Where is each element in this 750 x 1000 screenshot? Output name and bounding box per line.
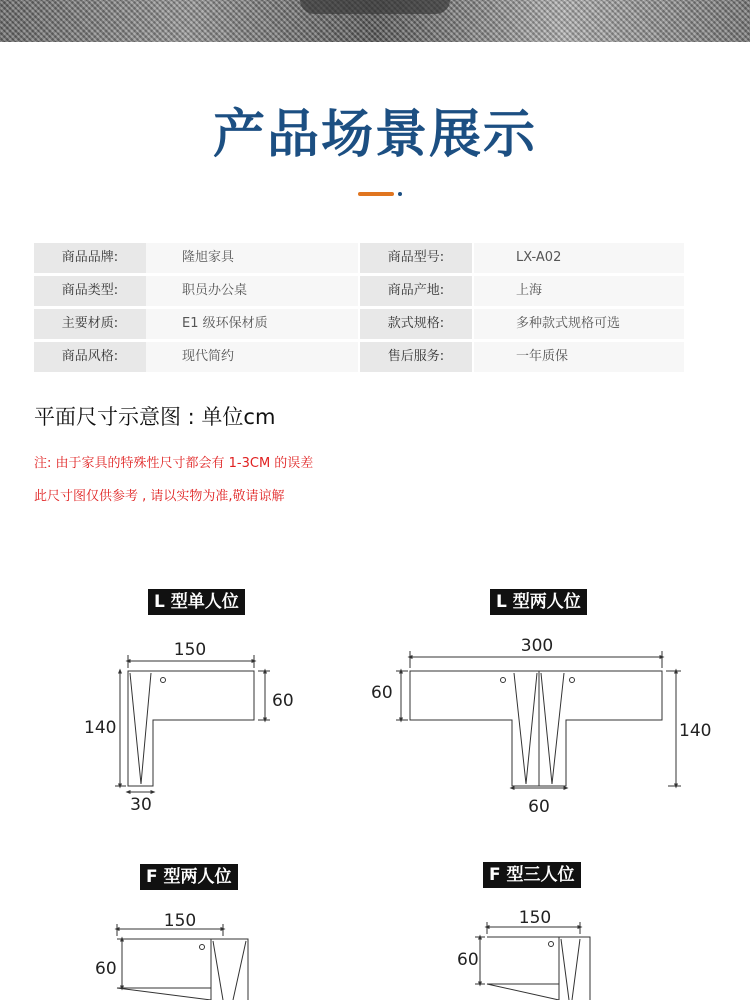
spec-key: 商品型号: xyxy=(360,243,472,273)
f-double-desk-drawing xyxy=(117,924,248,1000)
spec-value: 上海 xyxy=(474,276,684,306)
spec-value: 多种款式规格可选 xyxy=(474,309,684,339)
spec-key: 商品产地: xyxy=(360,276,472,306)
label-f-triple: F 型三人位 xyxy=(483,862,581,888)
spec-value: 隆旭家具 xyxy=(146,243,358,273)
l-single-leg-label: 30 xyxy=(130,795,152,815)
label-l-single: L 型单人位 xyxy=(148,589,245,615)
l-double-desk-drawing xyxy=(396,651,681,788)
tolerance-note: 注: 由于家具的特殊性尺寸都会有 1-3CM 的误差 xyxy=(34,456,314,471)
spec-value: E1 级环保材质 xyxy=(146,309,358,339)
spec-value: 现代简约 xyxy=(146,342,358,372)
f-double-depth-label: 60 xyxy=(95,959,117,979)
dimension-heading: 平面尺寸示意图 : 单位cm xyxy=(34,405,276,429)
reference-note: 此尺寸图仅供参考 , 请以实物为准,敬请谅解 xyxy=(34,489,285,504)
l-single-desk-drawing xyxy=(115,655,270,792)
label-f-double: F 型两人位 xyxy=(140,864,238,890)
f-triple-depth-label: 60 xyxy=(457,950,479,970)
label-l-double: L 型两人位 xyxy=(490,589,587,615)
spec-key: 款式规格: xyxy=(360,309,472,339)
spec-key: 商品品牌: xyxy=(34,243,146,273)
spec-key: 商品风格: xyxy=(34,342,146,372)
spec-key: 主要材质: xyxy=(34,309,146,339)
spec-value: LX-A02 xyxy=(474,243,684,273)
f-triple-width-label: 150 xyxy=(518,908,552,928)
spec-key: 商品类型: xyxy=(34,276,146,306)
l-single-depth-label: 60 xyxy=(272,691,294,711)
l-double-height-label: 140 xyxy=(679,721,712,741)
spec-key: 售后服务: xyxy=(360,342,472,372)
l-double-width-label: 300 xyxy=(520,636,554,656)
spec-value: 一年质保 xyxy=(474,342,684,372)
spec-value: 职员办公桌 xyxy=(146,276,358,306)
l-double-depth-label: 60 xyxy=(371,683,393,703)
page-title: 产品场景展示 xyxy=(212,105,537,165)
l-single-width-label: 150 xyxy=(173,640,207,660)
l-double-leg-label: 60 xyxy=(528,797,550,817)
f-triple-desk-drawing xyxy=(475,922,590,1000)
l-single-height-label: 140 xyxy=(84,718,117,738)
f-double-width-label: 150 xyxy=(163,911,197,931)
